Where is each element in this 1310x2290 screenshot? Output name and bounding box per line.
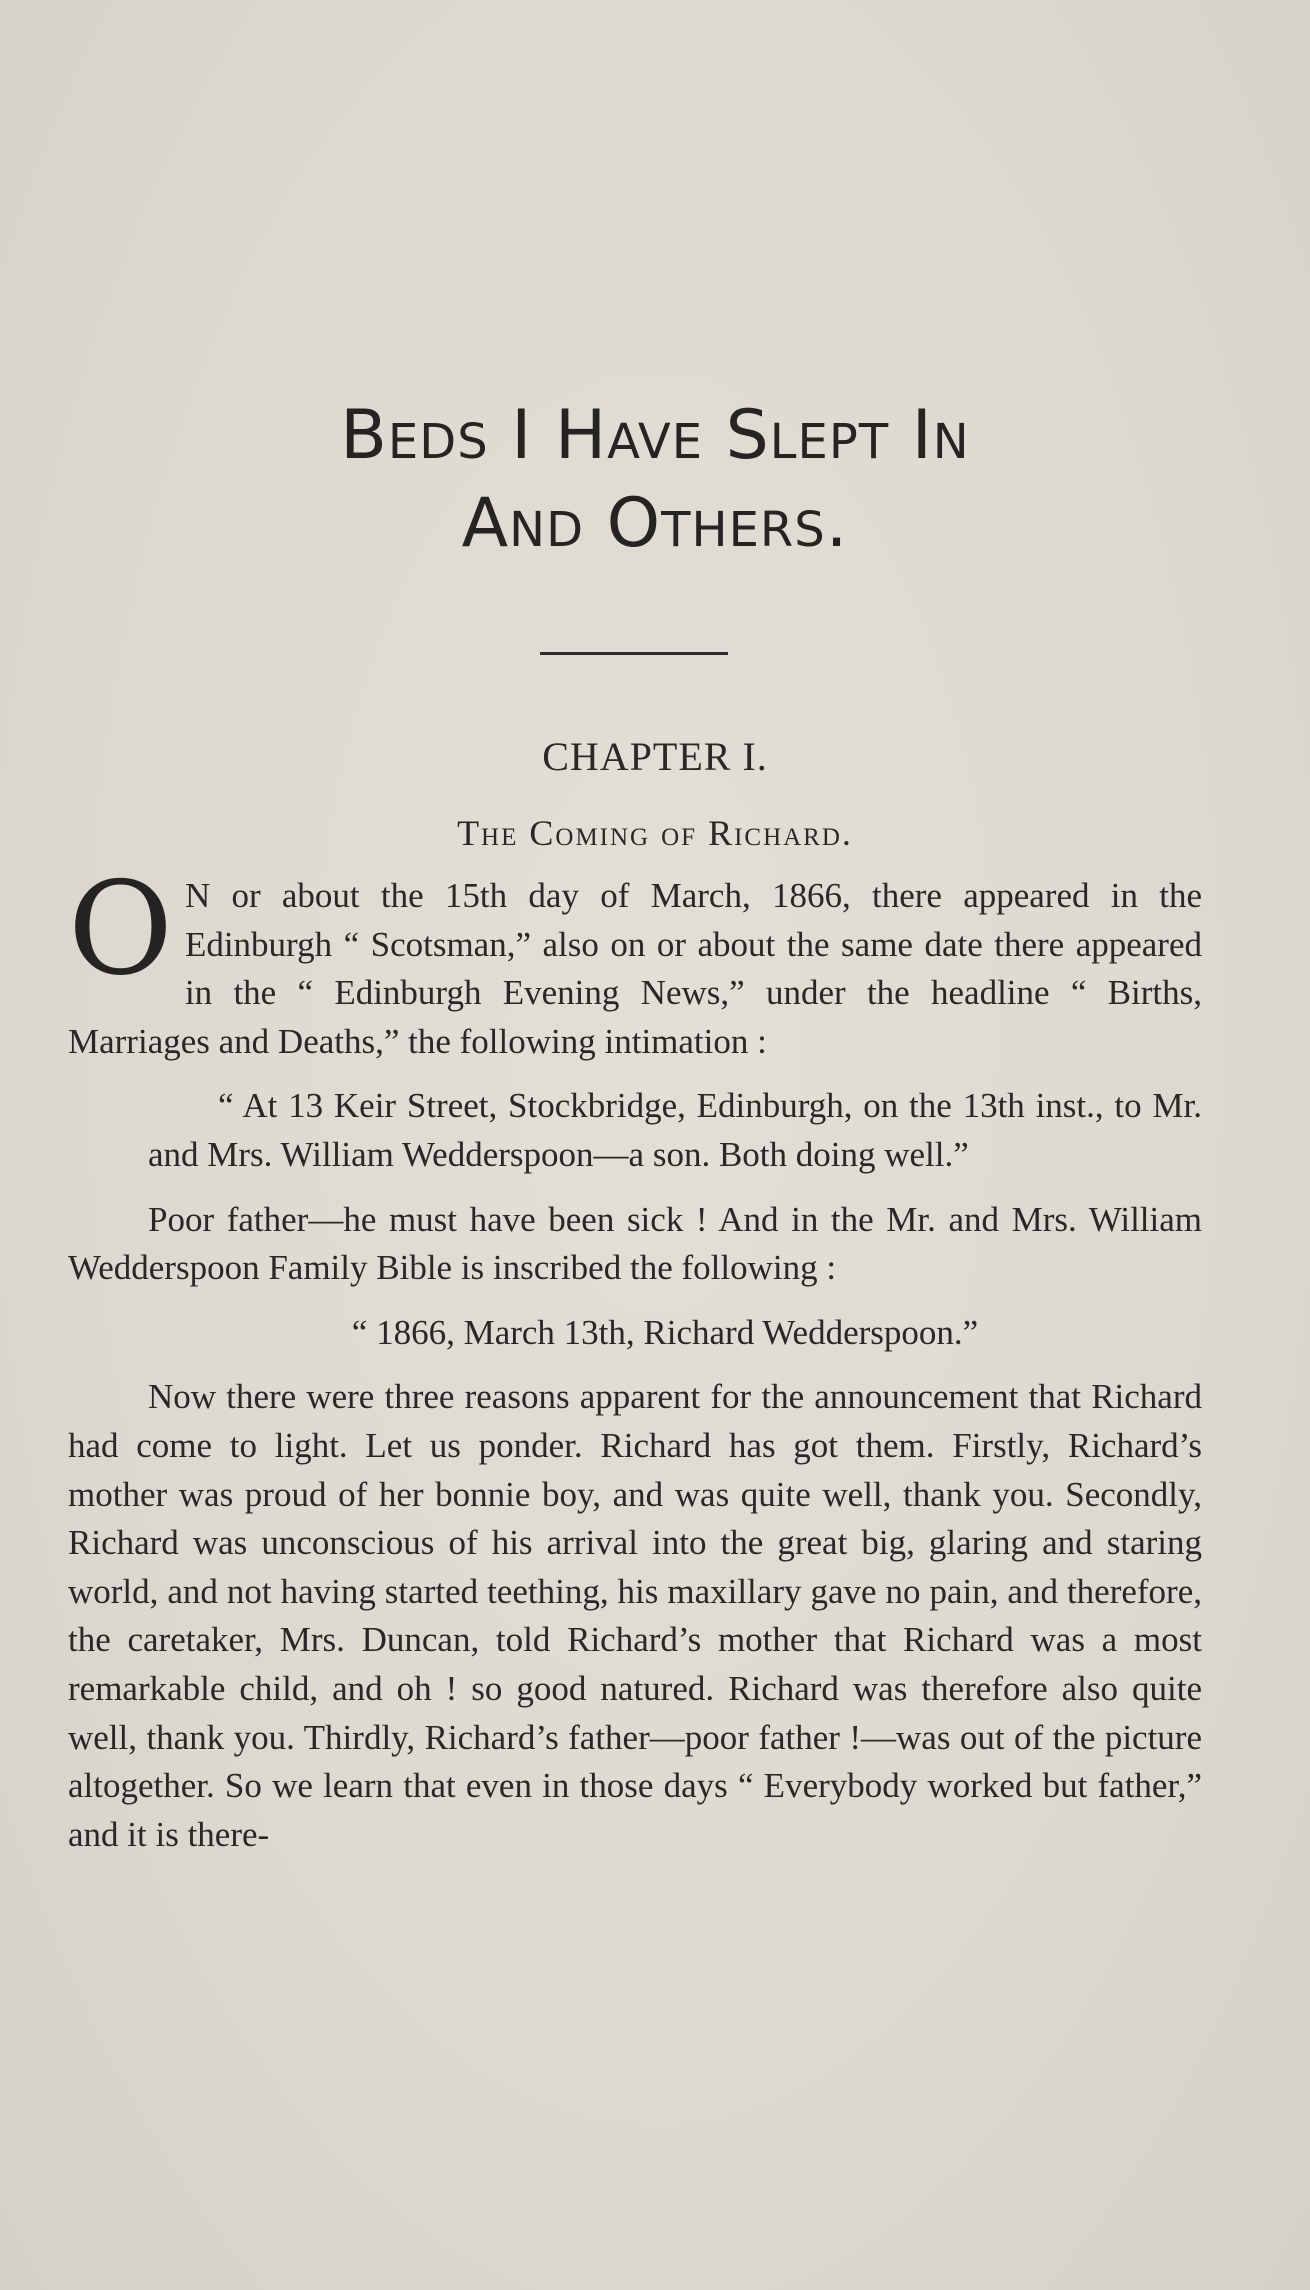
book-title [0,392,1310,568]
book-title-line-1: Beds I Have Slept In [340,396,970,475]
chapter-text [68,855,1202,1875]
paragraph-3: Now there were three reasons apparent for the announcement that Richard had come to light. Let us ponder. Richard has got them. Firstly, Richard’s mother was proud of her bonnie boy, and was quite well, thank you. Secondly, Richard was unconscious of his arrival into the great big, glaring and staring world, and not having started teething, his maxillary gave no pain, and therefore, the caretaker, Mrs. Duncan, told Richard’s mother that Richard was a most remarkable child, and oh ! so good natured. Richard was therefore also quite well, thank you. Thirdly, Richard’s father—poor father !—was out of the picture altogether. So we learn that even in those days “ Everybody worked but father,” and it is there- [68,1377,1202,1854]
title-divider [540,652,728,655]
chapter-heading: CHAPTER I. [542,734,768,779]
bible-inscription-quote: “ 1866, March 13th, Richard Wedderspoon.” [351,1312,979,1352]
birth-notice-quote: “ At 13 Keir Street, Stockbridge, Edinburgh, on the 13th inst., to Mr. and Mrs. William Wedderspoon—a son. Both doing well.” [148,1086,1202,1174]
book-title-line-2: And Others. [461,484,849,563]
chapter-subtitle: The Coming of Richard. [457,813,853,853]
drop-cap: O [68,855,173,1004]
paragraph-2: Poor father—he must have been sick ! And in the Mr. and Mrs. William Wedderspoon Family Bible is inscribed the following : [68,1199,1202,1288]
paragraph-1 [68,855,1202,1066]
first-word-rest: N [184,876,211,915]
paragraph-1-text: or about the 15th day of March, 1866, there appeared in the Edinburgh “ Scotsman,” also on or about the same date there appeared in the “ Edinburgh Evening News,” under the headline “ Births, Marriages and Deaths,” the following intimation : [68,876,1202,1061]
